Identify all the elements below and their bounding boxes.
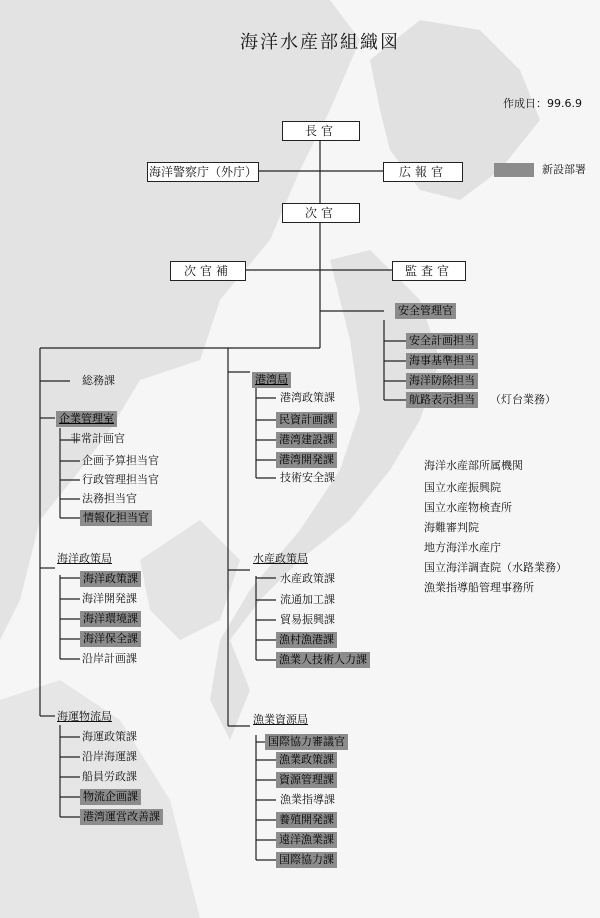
port-bureau: 港湾局 <box>252 372 291 388</box>
ocean-item: 沿岸計画課 <box>82 652 137 665</box>
port-item: 港湾建設課 <box>276 432 337 448</box>
safety-item: 海事基準担当 <box>406 353 478 369</box>
shipping-item: 沿岸海運課 <box>82 750 137 763</box>
corp-item: 法務担当官 <box>82 492 137 505</box>
ocean-item: 海洋政策課 <box>80 571 141 587</box>
affiliated-item: 国立水産物検査所 <box>424 501 512 514</box>
affiliated-item: 海難審判院 <box>424 521 479 534</box>
affiliated-item: 国立水産振興院 <box>424 481 501 494</box>
ocean-policy-bureau: 海洋政策局 <box>57 552 112 565</box>
safety-office: 安全管理官 <box>395 303 456 319</box>
affiliated-item: 地方海洋水産庁 <box>424 541 501 554</box>
deputy-vice-box: 次官補 <box>170 261 246 281</box>
resources-item: 養殖開発課 <box>276 812 337 828</box>
resources-item: 国際協力審議官 <box>265 734 348 750</box>
auditor-box: 監査官 <box>392 261 466 281</box>
shipping-item: 港湾運営改善課 <box>80 809 163 825</box>
corp-item: 非常計画官 <box>70 432 125 445</box>
fisheries-policy-bureau: 水産政策局 <box>253 552 308 565</box>
resources-item: 国際協力課 <box>276 852 337 868</box>
safety-item: 安全計画担当 <box>406 333 478 349</box>
coast-guard-box: 海洋警察庁（外庁） <box>147 162 259 182</box>
resources-item: 遠洋漁業課 <box>276 832 337 848</box>
fishpolicy-item: 流通加工課 <box>280 593 335 606</box>
ocean-item: 海洋保全課 <box>80 631 141 647</box>
corp-item: 情報化担当官 <box>80 510 152 526</box>
ocean-item: 海洋環境課 <box>80 611 141 627</box>
vice-minister-box: 次官 <box>282 203 360 223</box>
fishpolicy-item: 貿易振興課 <box>280 613 335 626</box>
shipping-item: 海運政策課 <box>82 730 137 743</box>
port-item: 民資計画課 <box>276 412 337 428</box>
safety-item-note: （灯台業務） <box>490 393 556 406</box>
affiliated-title: 海洋水産部所属機関 <box>424 459 523 472</box>
legend-swatch <box>494 163 534 177</box>
fishpolicy-item: 漁村漁港課 <box>276 632 337 648</box>
ocean-item: 海洋開発課 <box>82 592 137 605</box>
corp-item: 企画予算担当官 <box>82 454 159 467</box>
port-item: 港湾政策課 <box>280 391 335 404</box>
shipping-item: 物流企画課 <box>80 789 141 805</box>
affiliated-item: 漁業指導船管理事務所 <box>424 581 534 594</box>
pr-officer-box: 広報官 <box>383 162 463 182</box>
resources-item: 漁業政策課 <box>276 752 337 768</box>
shipping-item: 船員労政課 <box>82 770 137 783</box>
corp-item: 行政管理担当官 <box>82 473 159 486</box>
resources-item: 資源管理課 <box>276 772 337 788</box>
created-date: 作成日：99.6.9 <box>503 97 582 110</box>
safety-item: 海洋防除担当 <box>406 373 478 389</box>
port-item: 技術安全課 <box>280 471 335 484</box>
fisheries-resources-bureau: 漁業資源局 <box>253 713 308 726</box>
shipping-bureau: 海運物流局 <box>57 710 112 723</box>
legend-label: 新設部署 <box>542 163 586 176</box>
safety-item: 航路表示担当 <box>406 392 478 408</box>
general-affairs: 総務課 <box>82 374 115 387</box>
page-title: 海洋水産部組織図 <box>240 32 400 53</box>
fishpolicy-item: 水産政策課 <box>280 572 335 585</box>
corp-mgmt-office: 企業管理室 <box>56 411 117 427</box>
fishpolicy-item: 漁業人技術人力課 <box>276 652 370 668</box>
resources-item: 漁業指導課 <box>280 793 335 806</box>
affiliated-item: 国立海洋調査院（水路業務） <box>424 561 567 574</box>
minister-box: 長官 <box>282 121 360 141</box>
port-item: 港湾開発課 <box>276 452 337 468</box>
